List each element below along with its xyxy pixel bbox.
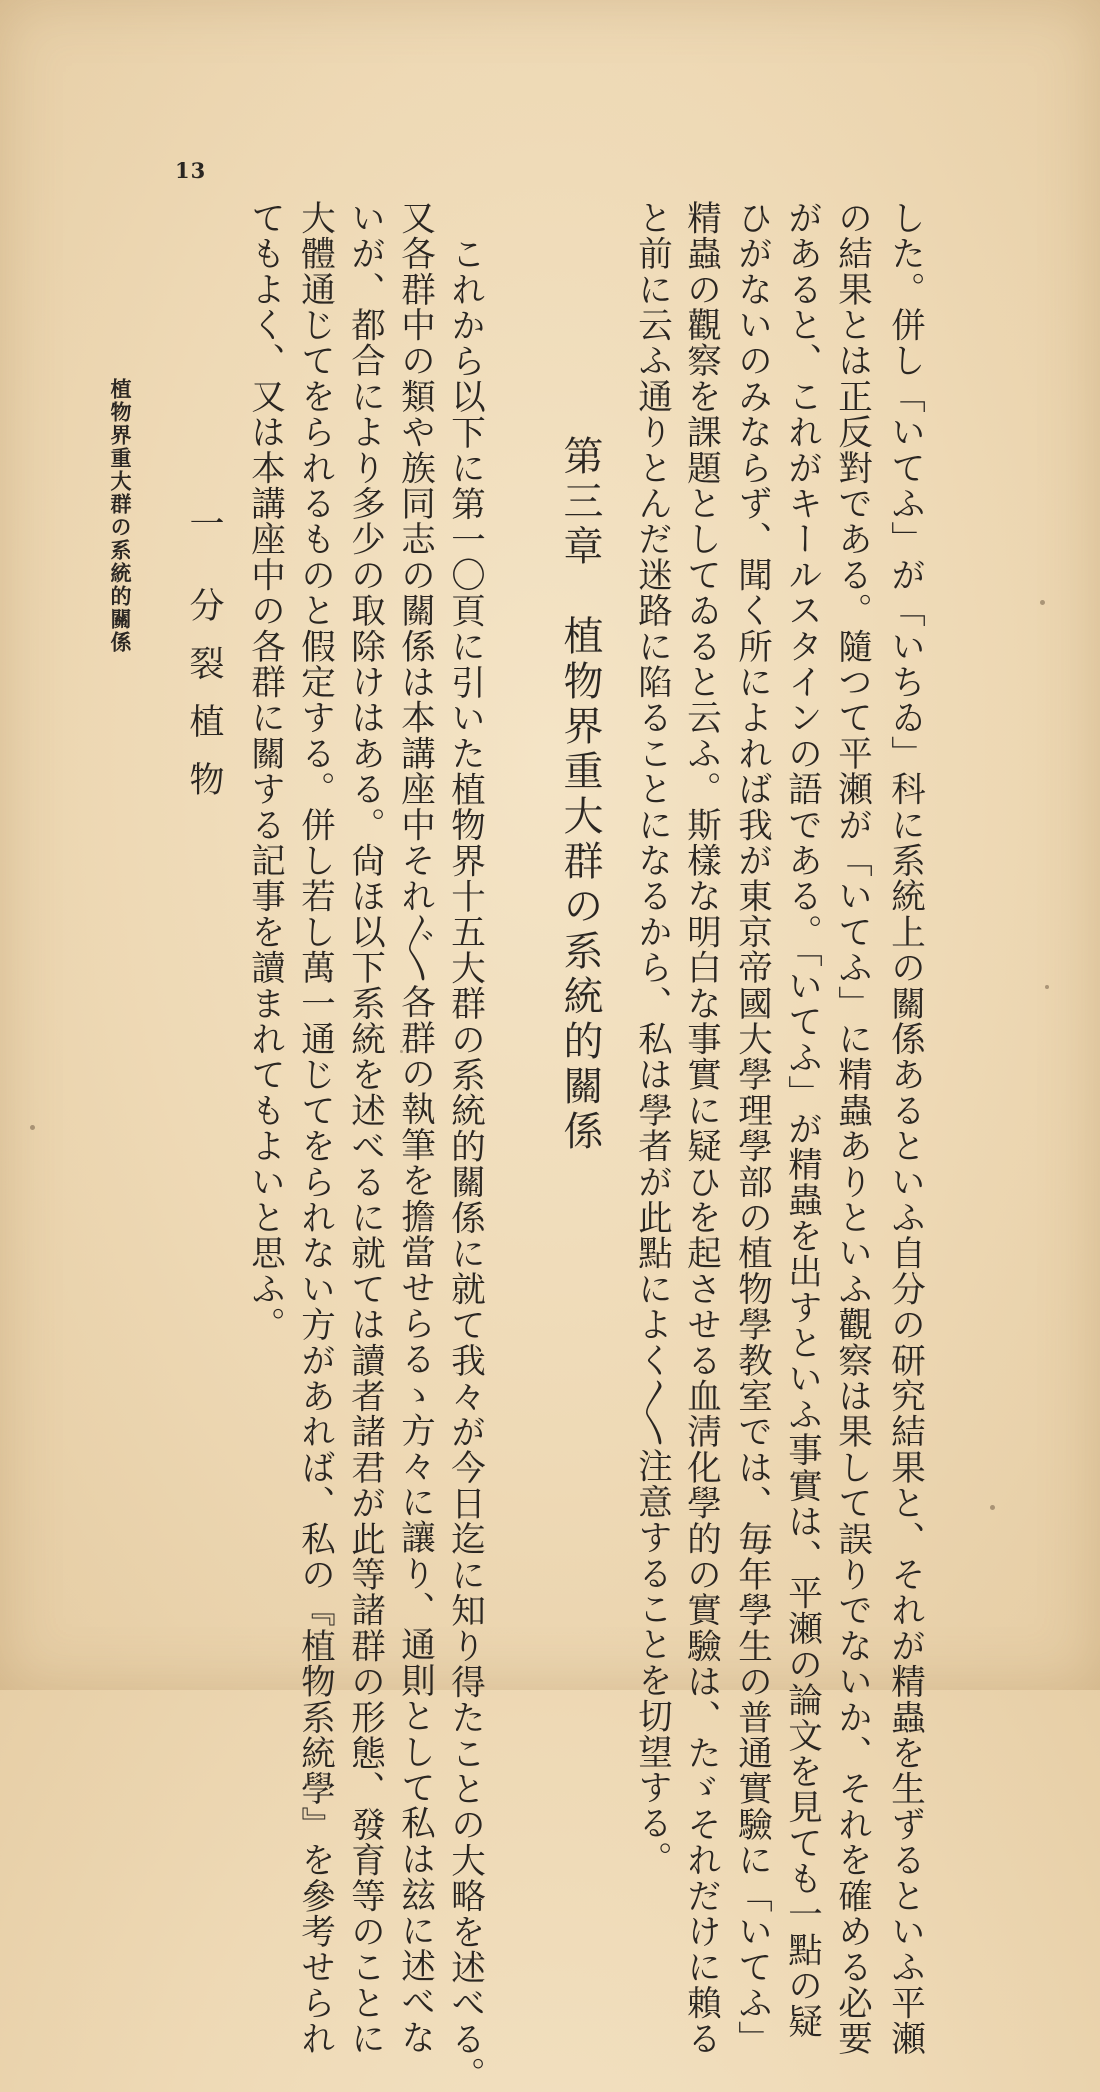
page-number: 13 xyxy=(175,158,207,183)
paragraph1-line-6: と前に云ふ通りとんだ迷路に陷ることになるから、私は學者が此點によく〳〵注意することを切望する。 xyxy=(631,200,672,1877)
paragraph1-line-4: ひがないのみならず、聞く所によれば我が東京帝國大學理學部の植物學教室では、毎年學生の普通實驗に「いてふ」 xyxy=(731,200,772,2057)
running-header: 植物界重大群の系統的關係 xyxy=(108,378,133,654)
paragraph2-line-5: てもよく、又は本講座中の各群に關する記事を讀まれてもよいと思ふ。 xyxy=(244,200,285,1343)
paper-speck xyxy=(990,1505,995,1510)
paper-speck xyxy=(1040,600,1045,605)
paragraph1-line-5: 精蟲の觀察を課題としてゐると云ふ。斯樣な明白な事實に疑ひを起させる血淸化學的の實驗は、たゞそれだけに賴る xyxy=(680,200,721,2057)
paragraph1-line-1: した。併し「いてふ」が「いちゐ」科に系統上の關係あるといふ自分の研究結果と、それが精蟲を生ずるといふ平瀬 xyxy=(884,200,925,2057)
paragraph2-line-2: 又各群中の類や族同志の關係は本講座中それ〴〵各群の執筆を擔當せらるゝ方々に讓り、通則として私は玆に述べな xyxy=(394,200,435,2056)
chapter-title: 第三章 植物界重大群の系統的關係 xyxy=(557,435,603,1155)
section-heading: 一 分 裂 植 物 xyxy=(184,505,224,803)
paper-speck xyxy=(30,1125,35,1130)
paragraph1-line-2: の結果とは正反對である。隨つて平瀬が「いてふ」に精蟲ありといふ觀察は果して誤りでないか、それを確める必要 xyxy=(831,200,872,2057)
paragraph2-line-3: いが、都合により多少の取除けはある。尙ほ以下系統を述べるに就ては讀者諸君が此等諸群の形態、發育等のことに xyxy=(344,200,385,2057)
paragraph2-line-4: 大體通じてをられるものと假定する。併し若し萬一通じてをられない方があれば、私の『植物系統學』を參考せられ xyxy=(294,200,335,2057)
paper-speck xyxy=(400,1050,403,1053)
paper-speck xyxy=(1045,985,1049,989)
paragraph1-line-3: があると、これがキールスタインの語である。「いてふ」が精蟲を出すといふ事實は、平瀬の論文を見ても一點の疑 xyxy=(781,200,822,2040)
paragraph2-line-1: これから以下に第一〇頁に引いた植物界十五大群の系統的關係に就て我々が今日迄に知り得たことの大略を述べる。 xyxy=(444,236,485,2092)
